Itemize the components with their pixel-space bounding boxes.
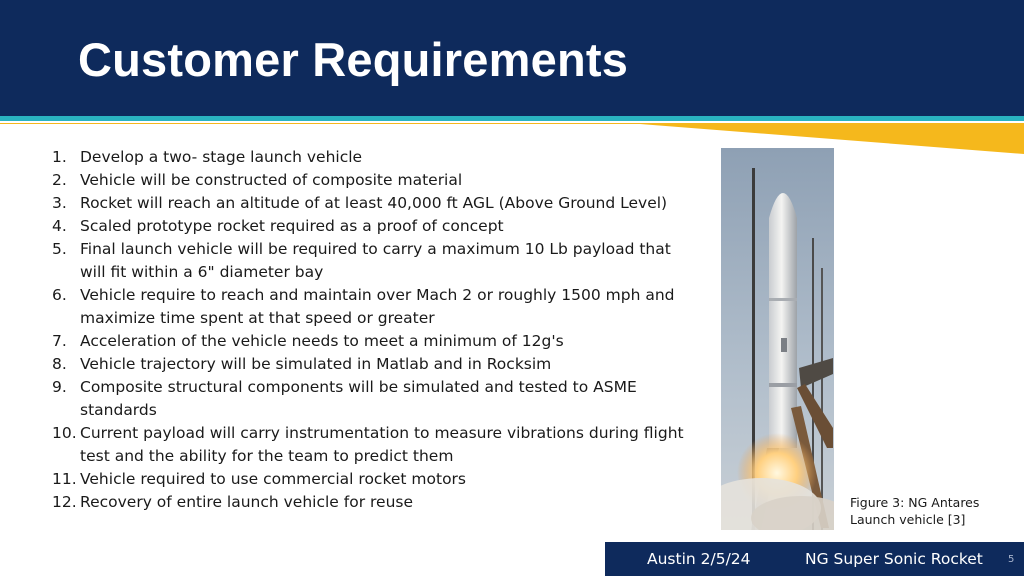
list-item — [52, 376, 692, 422]
header-bar — [0, 0, 1024, 118]
item-number: 7. — [52, 332, 67, 350]
item-number: 11. — [52, 470, 77, 488]
item-text: Recovery of entire launch vehicle for reuse — [80, 493, 414, 511]
teal-stripe — [0, 116, 1024, 121]
list-item — [52, 330, 692, 353]
item-number: 12. — [52, 493, 77, 511]
item-text: Vehicle require to reach and maintain over Mach 2 or roughly 1500 mph and maximize time spent at that speed or greater — [80, 286, 675, 327]
footer-bar — [605, 542, 1024, 576]
item-text: Vehicle required to use commercial rocket motors — [80, 470, 467, 488]
item-number: 8. — [52, 355, 67, 373]
item-text: Acceleration of the vehicle needs to meet a minimum of 12g's — [80, 332, 564, 350]
requirements-list — [52, 146, 692, 514]
item-number: 1. — [52, 148, 67, 166]
item-text: Vehicle will be constructed of composite material — [80, 171, 463, 189]
list-item — [52, 422, 692, 468]
caption-line: Launch vehicle [3] — [850, 512, 966, 527]
list-item — [52, 192, 692, 215]
item-number: 2. — [52, 171, 67, 189]
figure-caption — [850, 494, 1010, 528]
item-text: Vehicle trajectory will be simulated in Matlab and in Rocksim — [80, 355, 552, 373]
list-item — [52, 215, 692, 238]
item-number: 9. — [52, 378, 67, 396]
antares-rocket-photo — [721, 148, 834, 530]
list-item — [52, 169, 692, 192]
list-item — [52, 146, 692, 169]
list-item — [52, 468, 692, 491]
item-text: Scaled prototype rocket required as a proof of concept — [80, 217, 504, 235]
list-item — [52, 353, 692, 376]
item-number: 5. — [52, 240, 67, 258]
item-text: Final launch vehicle will be required to carry a maximum 10 Lb payload that will fit within a 6" diameter bay — [80, 240, 671, 281]
item-number: 10. — [52, 424, 77, 442]
footer-project-name: NG Super Sonic Rocket — [805, 550, 983, 568]
item-text: Rocket will reach an altitude of at least 40,000 ft AGL (Above Ground Level) — [80, 194, 668, 212]
item-number: 6. — [52, 286, 67, 304]
item-text: Develop a two- stage launch vehicle — [80, 148, 363, 166]
list-item — [52, 491, 692, 514]
item-number: 3. — [52, 194, 67, 212]
white-divider — [0, 121, 1024, 123]
page-number: 5 — [1008, 554, 1015, 565]
item-text: Current payload will carry instrumentation to measure vibrations during flight test and the ability for the team to predict them — [80, 424, 684, 465]
footer-presenter-date: Austin 2/5/24 — [647, 550, 751, 568]
page-title: Customer Requirements — [78, 33, 629, 86]
caption-line: Figure 3: NG Antares — [850, 495, 980, 510]
list-item — [52, 238, 692, 284]
item-text: Composite structural components will be simulated and tested to ASME standards — [80, 378, 637, 419]
item-number: 4. — [52, 217, 67, 235]
list-item — [52, 284, 692, 330]
